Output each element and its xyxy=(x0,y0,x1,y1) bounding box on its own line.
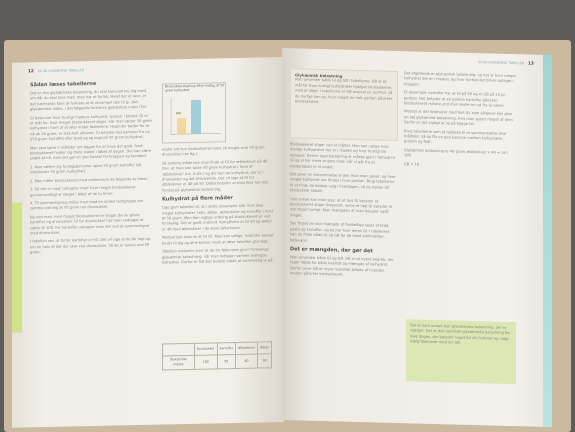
left-page-number: 12 xyxy=(28,68,34,74)
heading-maengden: Det er mængden, der gør det xyxy=(290,246,373,255)
blood-sugar-chart xyxy=(162,82,226,143)
table-cell: 100 xyxy=(194,355,217,369)
paragraph: Det giver en fornemmelse af den mad man spiser, og hvor meget kulhydrat der findes i hver portion. Brug tabellerne til at finde de bedste valg i hverdagen, så du holder dit blodsukker stabilt. xyxy=(290,172,396,194)
paragraph: Helt enkelt kan man sige, at et lavt GI betyder at blodsukkeret stiger langsomt, mens et højt GI betyder at det stiger hurtigt. Men mængden af mad betyder også meget. xyxy=(290,196,393,218)
green-note-box xyxy=(406,319,516,384)
paragraph: Man skal spise 5 måltider om dagen for at have det godt, fordi blodsukkeret holder sig mere stabilt i løbet af dagen. Det kan være svært at nå, men det gør en stor forskel for kroppen og humøret. xyxy=(30,143,151,161)
info-box-title: Glykæmisk belastning xyxy=(295,72,343,79)
table-cell: 50 xyxy=(217,355,235,369)
right-column-1 xyxy=(290,142,396,282)
paragraph: Der findes en stor mængde af forskellige typer af brød, pasta og kartofler, og de har hver deres GI. I tabellerne kan du finde både GI og GB for de mest almindelige fødevarer. xyxy=(290,221,390,243)
chart-title: Blodsukkerstigning efter indtag af 50 gram kulhydrat xyxy=(165,83,225,93)
list-item: 3. Tal det er med 'udregner man' hvor meget blodsukkeret gennemsnitligt er steget i løbet af de to timer. xyxy=(30,185,136,197)
paragraph: I tabellen ses, at GI for kartofler er 50. Det vil sige at de får lagt op om en halv af det der sker ved druesukker. Så de er lavere end 50 gram. xyxy=(30,237,151,255)
paragraph: endre ord kun blodsukkeret halvt så meget som 50 gram druesukker (se fig.). xyxy=(162,145,265,157)
paragraph: Modsat kan man se at GI 50. Man kan vælge, hvad der passer bedst til dig og dine behov. Husk at læse tabellen grundigt. xyxy=(162,233,274,246)
right-page-edge-tab xyxy=(543,55,552,427)
green-note-text: Det er som omtalt den glykæmiske belastning, der er vigtigst. Det er den samlede glykæmiske belastning for hele dagen, der betyder noget for din helbred og vægt. Vælg fødevarer med lav GB. xyxy=(410,323,510,345)
table-header-cell: Æbleskiver xyxy=(235,342,257,354)
paragraph: Lige gem tabellen til, at i dette eksempler står man ikke meget kulhydrater f.eks. æbler, æbleskiver og kartofler i hver af 50 gram. Men den vigtige ordning på blodsukkeret er ved forskellig. Det er godt, indmidt. Kartoffelen er GI 50 og æbler er 40 med æbleskiver i de store tallerkener. xyxy=(162,203,274,232)
heading-kulhydrat: Kulhydrat på flere måder xyxy=(162,195,233,203)
table-header-cell: Æbler xyxy=(257,342,271,354)
paragraph: Det er den glykæmiske belastning, du skal koncentrere dig mest om når du skal lave mad, men har et forlob. Hvad der et lave, er det nærmeste fane at forklare at et eksempel den til gi. Det glykæmiske index, i det følgende forklares glykæmisk index (GI). xyxy=(30,88,148,112)
paragraph: Så samme måde kan man finde et GI for æbleskiver på 40. Dvs. at man kan spise 50 gram kulhydrat i form af 'æbleskiver' (ca. 4 stk.) og der kan de kulhydrat, der er i druesukker og det tilsvarende. Det vil sige at GI for æbleskiver er 40 på 50. Dette betyder at man ikke har stor forskel på glykæmisk belastning. xyxy=(162,159,269,193)
list-item: 4. Til sammenligning måler man med en anden testgruppe om samme ordning at 50 gram ren druesukker. xyxy=(30,198,143,211)
table-header-cell: Kartofler xyxy=(217,343,235,355)
left-running-head: GI OG GLYKÆMISK TABELLER xyxy=(38,68,85,74)
bar-druesukker xyxy=(191,100,201,134)
right-page-number: 13 xyxy=(528,60,534,66)
left-page xyxy=(12,57,284,428)
paragraph: Nu ved man, hvor meget blodsukkeret er steget da de spiste kartofler og druesukker. GI for druesukker har man vedtaget at sætte til 100. For kartofler udregner man det ved at sammenligne med druesukker. xyxy=(30,212,149,236)
left-column-1 xyxy=(30,80,152,259)
paragraph: Brug tabellerne som et redskab til at sammensætte dine måltider, så du får en god balance mellem kulhydrater, protein og fedt. xyxy=(404,128,507,145)
left-page-edge-tab xyxy=(12,202,22,332)
paragraph: Et eksempel: kartofler har et GI på 50 og et GB på 10 pr. portion. Det betyder at en portion kartofler påvirker blodsukkeret mindre end man skulle tro ud fra GI alene. xyxy=(404,90,506,108)
paragraph: Tabellen nedenfor viser at de tre fødevarer giver forskellige glykæmisk belastning, når man indtager samme mængde kulhydrat. Derfor er GB den bedste måde at sammenligne på. xyxy=(162,247,274,265)
table-cell: Glykæmisk indeks xyxy=(163,355,195,369)
chart-plot xyxy=(163,83,225,142)
gi-table xyxy=(162,341,272,370)
formula-result: GB = 16 xyxy=(404,161,420,167)
paragraph: Det afgørende er glykæmisk belastning, og det er hvor meget kulhydrat der er i maden, og hvor hurtigt det bliver optaget i kroppen. xyxy=(404,71,516,87)
right-column-2 xyxy=(404,71,516,173)
list-item: 1. Man sætter sig forsøgspersoner spise 50 gram kartoffel (så indeholder 50 gram kulhydrat). xyxy=(30,162,142,175)
table-header-cell: Druesukker xyxy=(194,343,217,355)
table-cell: 38 xyxy=(257,354,271,368)
heading-saadan-laeses: Sådan læses tabellerne xyxy=(30,80,97,89)
paragraph: Man anvender både GI og GB. GB er et nyere begreb, der tager højde for både kvalitet og mængde af kulhydrat. Derfor giver GB et mere realistisk billede af hvordan maden påvirker blodsukkeret. xyxy=(290,255,394,277)
table-header-cell xyxy=(163,343,195,356)
legend-swatch xyxy=(176,112,181,114)
left-column-2 xyxy=(162,145,274,269)
table-row xyxy=(163,354,272,370)
paragraph: Modsat er der fødevarer med lavt GI, som alligevel kan give en høj glykæmisk belastning, hvis man spiser meget af dem. Derfor er det vigtigt at se på begge tal. xyxy=(404,109,514,127)
paragraph: Gi beskriver hvor hurtigt madens kulhydrat 'pulses' i blodet. GI er et mål for, hvor meget blodsukkeret stiger, når man spiser 50 gram kulhydrat i form af et eller andet fødeemne. Hvad der tæller for at nå de 50 gram, er ikke helt afklaret. Gi betyder det kommer fra ca. 250 gram kartoffel eller brød og og kogt på 50 gram kulhydrat. xyxy=(30,113,152,142)
info-box-text: Man anvender både GI og GB i tabellerne. GB er et mål for hvor hurtigt kulhydrater hjælper blodsukkeret med at stige. I tabellerne er GB angivet pr. portion, så du hurtigt kan se, hvor meget en helt portion påvirker blodsukkeret. xyxy=(295,77,393,105)
right-running-head: GI OG GLYKÆMISK TABELLER xyxy=(478,60,525,66)
info-box-glykaemisk-belastning xyxy=(290,68,398,141)
formula: Glykæmisk belastning er 40 gram æbleskiver × 40 = 16 / 100 xyxy=(404,148,509,158)
table-cell: 40 xyxy=(235,354,257,368)
bar-kartofler xyxy=(177,118,186,134)
list-item: 2. Man måler blodsukkeret med mellemrum de følgende to timer. xyxy=(30,176,148,184)
paragraph: Blodsukkeret stiger ved et måltid. Man kan vælge hvor mange kulhydrater der er i maden og hvor hurtigt de optages. Denne type beregning er måske gjort i forhold til GI og vi har mere at gøre med, når vi går fra et madprodukt til et andet. xyxy=(290,142,395,169)
right-page xyxy=(282,48,552,427)
